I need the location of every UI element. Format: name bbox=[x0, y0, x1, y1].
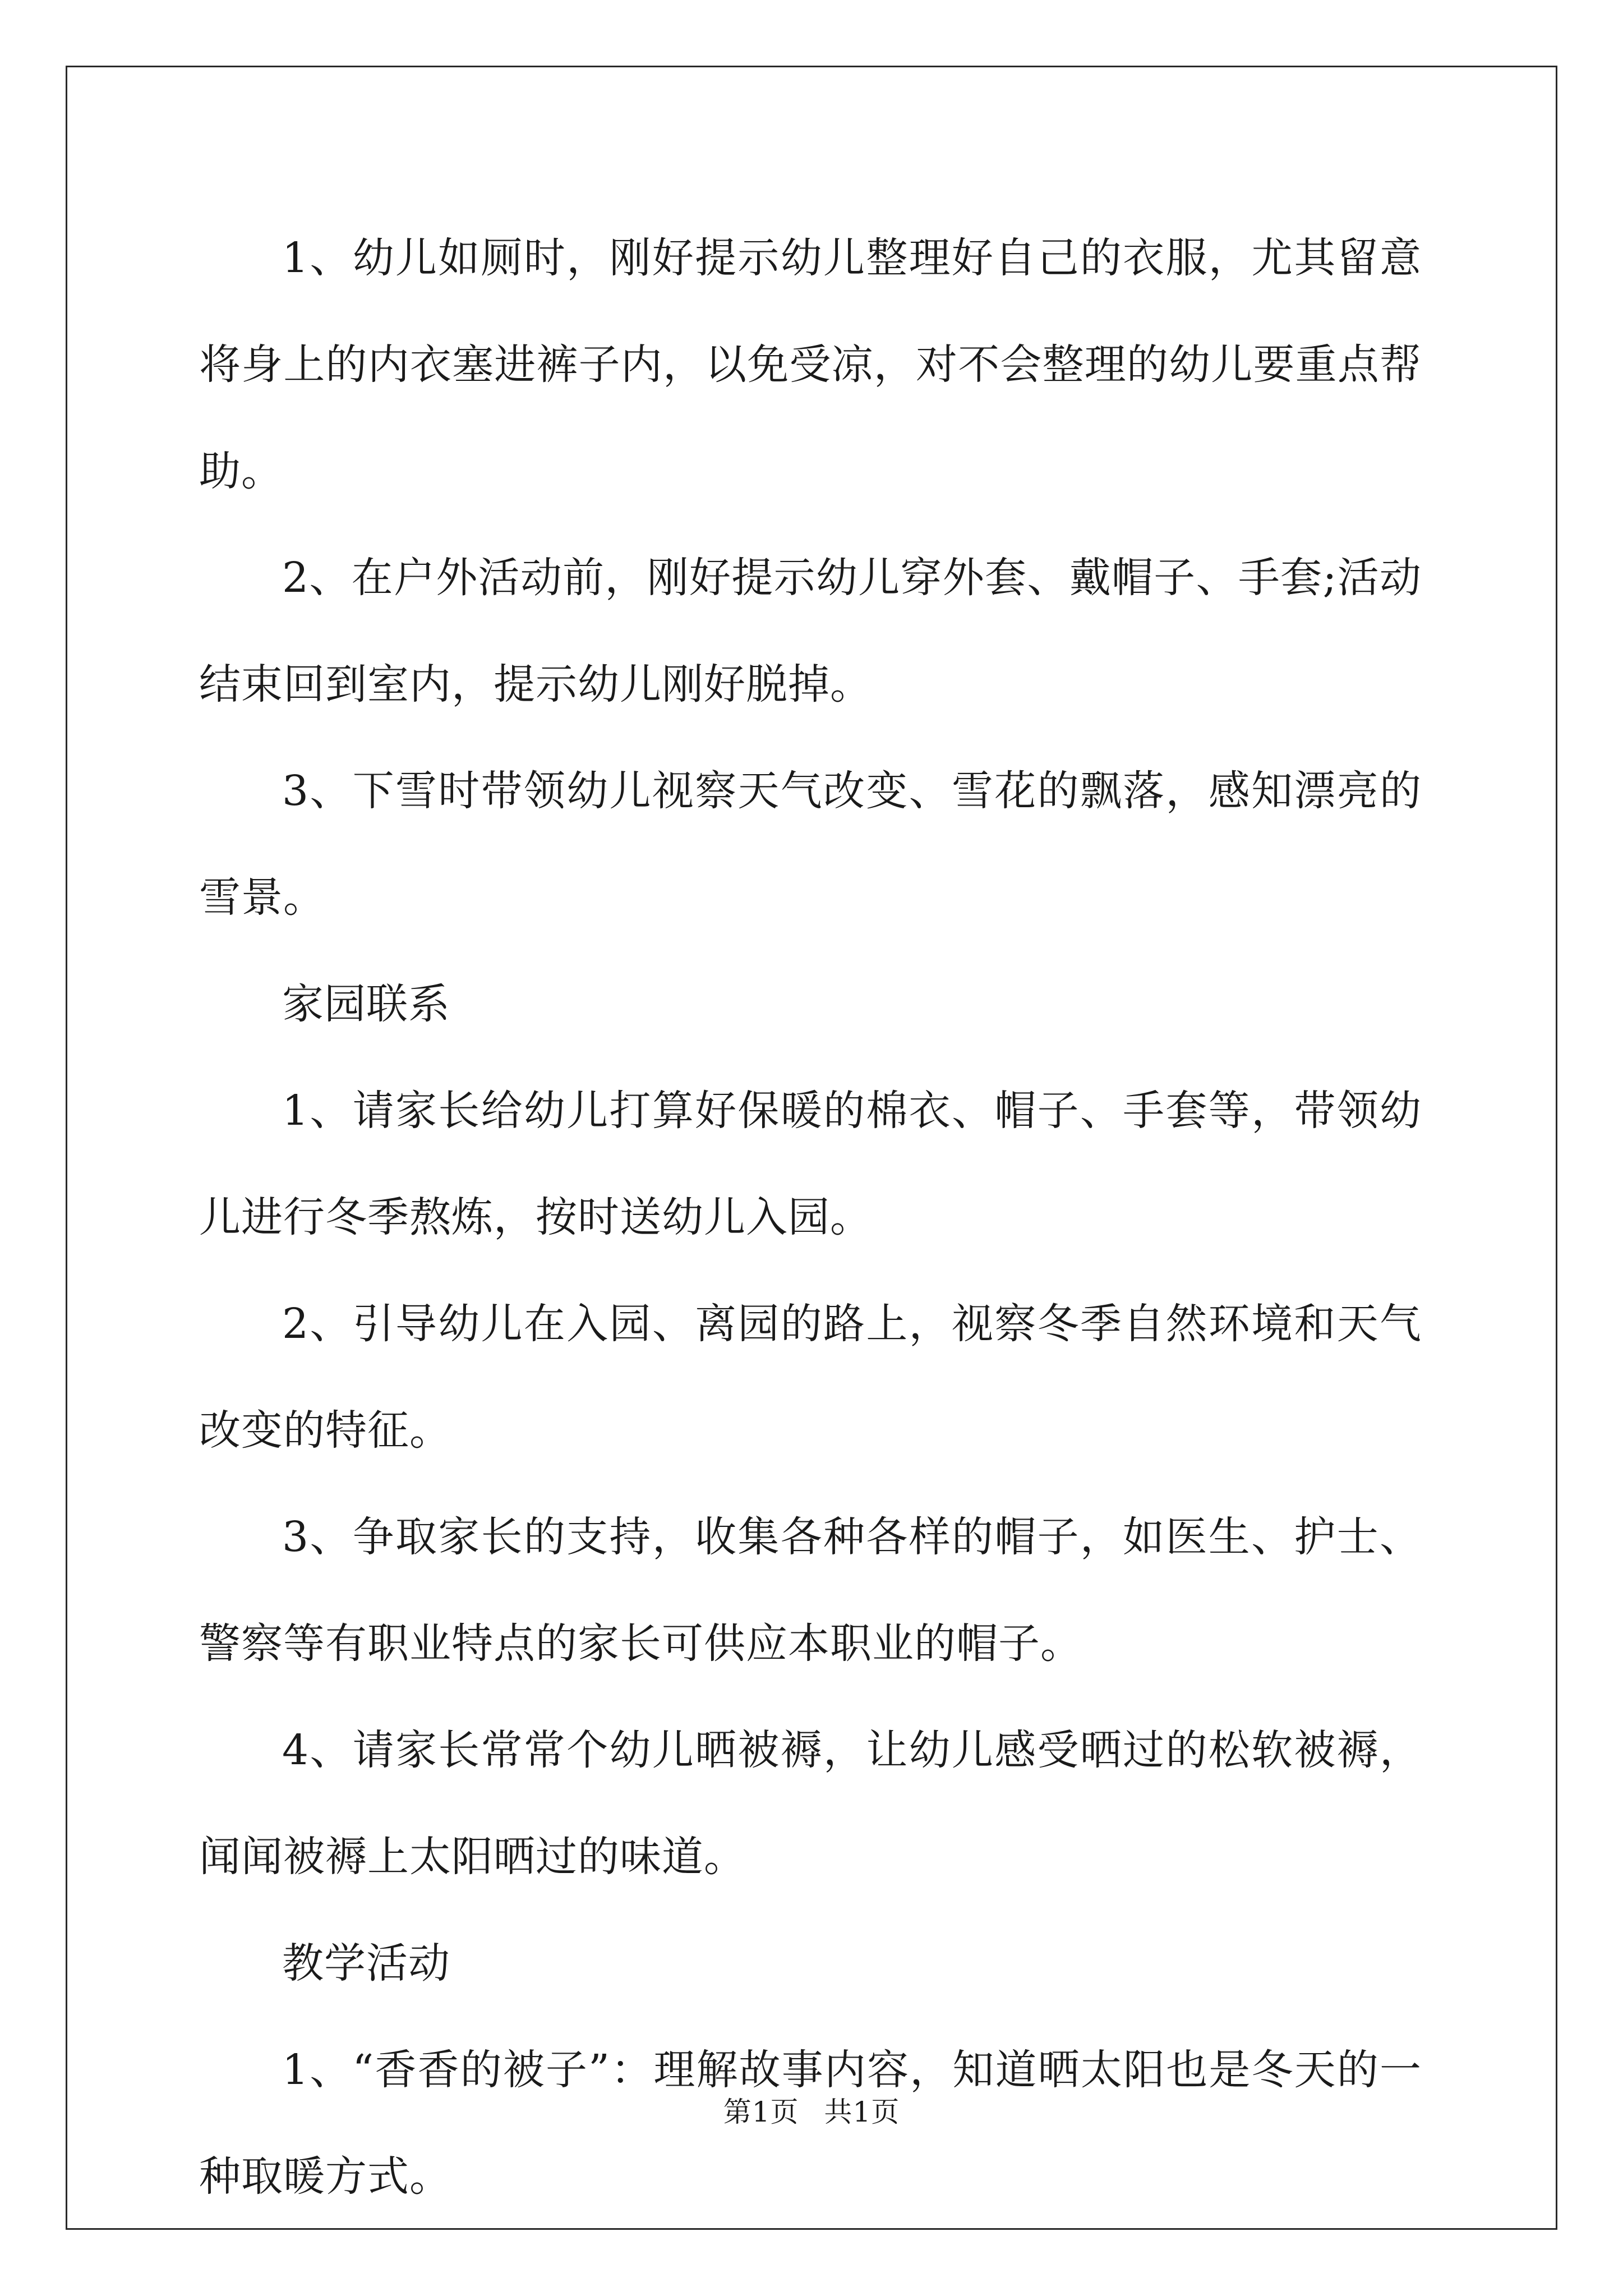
page-number-total: 共1页 bbox=[824, 2096, 900, 2128]
document-body bbox=[199, 205, 1422, 2230]
paragraph-outdoor-clothing: 2、在户外活动前，刚好提示幼儿穿外套、戴帽子、手套;活动结束回到室内，提示幼儿刚好脱掉。 bbox=[199, 554, 1422, 708]
page-number-current: 第1页 bbox=[723, 2096, 799, 2128]
paragraph-fragrant-quilt: 1、“香香的被子”：理解故事内容，知道晒太阳也是冬天的一种取暖方式。 bbox=[199, 2046, 1422, 2201]
section-heading-teaching: 教学活动 bbox=[282, 1939, 450, 1987]
paragraph-observe-winter: 2、引导幼儿在入园、离园的路上，视察冬季自然环境和天气改变的特征。 bbox=[199, 1300, 1422, 1455]
paragraph-toilet-dressing: 1、幼儿如厕时，刚好提示幼儿整理好自己的衣服，尤其留意将身上的内衣塞进裤子内，以免受凉，对不会整理的幼儿要重点帮助。 bbox=[199, 234, 1422, 495]
paragraph-sun-bedding: 4、请家长常常个幼儿晒被褥，让幼儿感受晒过的松软被褥，闻闻被褥上太阳晒过的味道。 bbox=[199, 1726, 1422, 1881]
paragraph-collect-hats: 3、争取家长的支持，收集各种各样的帽子，如医生、护士、警察等有职业特点的家长可供应本职业的帽子。 bbox=[199, 1513, 1422, 1668]
page-footer bbox=[0, 2090, 1623, 2130]
section-heading-home-school: 家园联系 bbox=[282, 980, 450, 1028]
paragraph-snow-observation: 3、下雪时带领幼儿视察天气改变、雪花的飘落，感知漂亮的雪景。 bbox=[199, 767, 1422, 922]
paragraph-warm-clothes: 1、请家长给幼儿打算好保暖的棉衣、帽子、手套等，带领幼儿进行冬季熬炼，按时送幼儿入园。 bbox=[199, 1087, 1422, 1241]
